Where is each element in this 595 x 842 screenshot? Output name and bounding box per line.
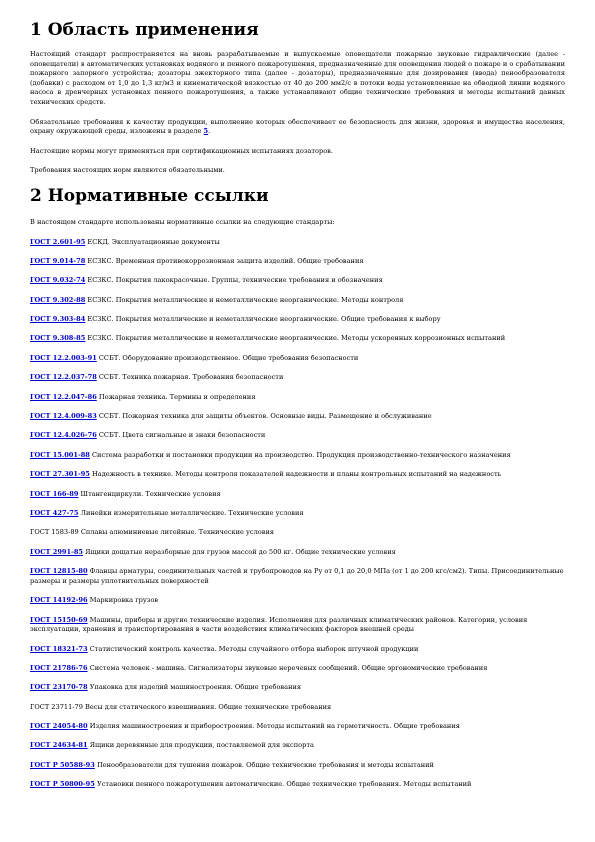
standard-link[interactable]: ГОСТ 2.601-95 [30, 237, 86, 246]
standard-link[interactable]: ГОСТ 14192-96 [30, 596, 88, 605]
standard-link[interactable]: ГОСТ 24054-80 [30, 722, 88, 731]
standard-code: ГОСТ 23711-79 [30, 702, 83, 711]
standard-title: Пенообразователи для тушения пожаров. Общие технические требования и методы испытаний [96, 760, 434, 769]
standard-link[interactable]: ГОСТ 24634-81 [30, 741, 88, 750]
standard-link[interactable]: ГОСТ 9.302-88 [30, 295, 86, 304]
standard-link[interactable]: ГОСТ 21786-76 [30, 663, 88, 672]
reference-item [30, 451, 565, 461]
standard-title: Система разработки и постановки продукции на производство. Продукция производственно-технического назначения [92, 450, 511, 459]
standard-title: Ящики дощатые неразборные для грузов массой до 500 кг. Общие технические условия [85, 547, 396, 556]
standard-title: Маркировка грузов [89, 596, 159, 605]
reference-item [30, 296, 565, 306]
section-heading-references: 2 Нормативные ссылки [30, 185, 269, 206]
document-page [30, 20, 565, 800]
standard-link[interactable]: ГОСТ 15.001-88 [30, 450, 90, 459]
reference-item [30, 664, 565, 674]
reference-item [30, 315, 565, 325]
reference-item [30, 741, 565, 751]
standard-link[interactable]: ГОСТ 427-75 [30, 509, 79, 517]
reference-item [30, 780, 565, 790]
reference-item [30, 509, 565, 519]
standard-title: Изделия машиностроения и приборостроения. Методы испытаний на герметичность. Общие требования [89, 722, 460, 731]
standard-title: ССБТ. Цвета сигнальные и знаки безопасности [98, 431, 266, 440]
standard-title: Статистический контроль качества. Методы случайного отбора выборок штучной продукции [89, 644, 419, 653]
standard-title: ССБТ. Пожарная техника для защиты объектов. Основные виды. Размещение и обслуживание [98, 412, 432, 421]
reference-item [30, 431, 565, 441]
standard-link[interactable]: ГОСТ 12.4.009-83 [30, 412, 97, 421]
standard-title: Линейки измерительные металлические. Технические условия [80, 509, 304, 517]
reference-item [30, 412, 565, 422]
standard-title: Упаковка для изделий машиностроения. Общие требования [89, 683, 302, 692]
mandatory-paragraph: Требования настоящих норм являются обязательными. [30, 166, 225, 175]
standard-title: ССБТ. Техника пожарная. Требования безопасности [98, 373, 284, 382]
standard-link[interactable]: ГОСТ 12.2.047-86 [30, 392, 97, 401]
standard-title: ЕСЗКС. Покрытия металлические и неметаллические неорганические. Общие требования к выбору [87, 315, 441, 324]
reference-item [30, 334, 565, 344]
references-intro: В настоящем стандарте использованы нормативные ссылки на следующие стандарты: [30, 217, 335, 226]
reference-item [30, 490, 565, 500]
standard-title: Пожарная техника. Термины и определения [98, 392, 256, 401]
reference-item [30, 470, 565, 480]
standard-link[interactable]: ГОСТ 12.2.003-91 [30, 353, 97, 362]
section-5-link[interactable]: 5 [203, 127, 209, 136]
standard-title: Весы для статического взвешивания. Общие технические требования [85, 702, 332, 711]
standard-title: Надежность в технике. Методы контроля показателей надежности и планы контрольных испытаний на надежность [92, 470, 502, 479]
standard-link[interactable]: ГОСТ 9.014-78 [30, 256, 86, 265]
standard-title: Машины, приборы и другие технические изделия. Исполнения для различных климатических районов. Категории, условия эксплуатации, хранения и транспортирования в части воздействия климатических факторов внешней среды [30, 615, 528, 634]
standard-title: ССБТ. Оборудование производственное. Общие требования безопасности [98, 353, 359, 362]
standard-link[interactable]: ГОСТ 12.2.037-78 [30, 373, 97, 382]
standard-title: Сплавы алюминиевые литейные. Технические условия [80, 528, 275, 537]
safety-requirements-paragraph [30, 118, 565, 137]
reference-item [30, 548, 565, 558]
standard-title: Штангенциркули. Технические условия [80, 489, 221, 498]
standard-title: ЕСЗКС. Временная противокоррозионная защита изделий. Общие требования [87, 256, 364, 265]
standard-link[interactable]: ГОСТ 12.4.026-76 [30, 431, 97, 440]
standard-title: Фланцы арматуры, соединительных частей и трубопроводов на Ру от 0,1 до 20,0 МПа (от 1 до 200 кгс/см2). Типы. Присоединительные размеры и размеры уплотнительных поверхностей [30, 567, 564, 585]
reference-item [30, 596, 565, 606]
reference-item [30, 238, 565, 248]
references-list [30, 238, 565, 790]
reference-item [30, 567, 565, 586]
standard-title: Ящики деревянные для продукции, поставляемой для экспорта [89, 741, 314, 750]
standard-title: Установки пенного пожаротушения автоматические. Общие технические требования. Методы испытаний [96, 780, 472, 789]
standard-link[interactable]: ГОСТ 2991-85 [30, 547, 84, 556]
certification-paragraph: Настоящие нормы могут применяться при сертификационных испытаниях дозаторов. [30, 146, 333, 155]
scope-paragraph: Настоящий стандарт распространяется на вновь разрабатываемые и выпускаемые оповещатели пожарные звуковые гидравлические (далее - оповещатели) в автоматических установках водяного и пенного пожаротушения, предназначенные для оповещения людей о пожаре и о срабатывании пожарного запорного устройства; дозаторы эжекторного типа (далее - дозаторы), предназначенные для дозирования (ввода) пенообразователя (добавки) с расходом от 1,0 до 1,3 кг/м3 и кинематической вязкостью от 40 до 200 мм2/с в потоки воды установленные на обводной линии водяного насоса в дренчерных установках пенного пожаротушения, а также устанавливают общие технические требования и методы испытаний данных технических средств. [30, 50, 565, 106]
standard-title: ЕСКД. Эксплуатационные документы [87, 237, 220, 246]
standard-link[interactable]: ГОСТ 15150-69 [30, 615, 88, 624]
reference-item [30, 528, 565, 538]
standard-code: ГОСТ 1583-89 [30, 528, 79, 537]
reference-item [30, 257, 565, 267]
reference-item [30, 373, 565, 383]
standard-link[interactable]: ГОСТ 27.301-95 [30, 470, 90, 479]
standard-link[interactable]: ГОСТ 23170-78 [30, 683, 88, 692]
standard-title: Система человек - машина. Сигнализаторы звуковые неречевых сообщений. Общие эргономические требования [89, 663, 488, 672]
reference-item [30, 645, 565, 655]
standard-link[interactable]: ГОСТ 18321-73 [30, 644, 88, 653]
standard-link[interactable]: ГОСТ 12815-80 [30, 567, 88, 576]
standard-link[interactable]: ГОСТ 9.308-85 [30, 334, 86, 343]
standard-title: ЕСЗКС. Покрытия металлические и неметаллические неорганические. Методы контроля [87, 295, 404, 304]
standard-link[interactable]: ГОСТ 166-89 [30, 489, 79, 498]
standard-link[interactable]: ГОСТ Р 50588-93 [30, 760, 95, 769]
reference-item [30, 616, 565, 635]
reference-item [30, 276, 565, 286]
standard-link[interactable]: ГОСТ 9.032-74 [30, 276, 86, 285]
safety-text: Обязательные требования к качеству продукции, выполнение которых обеспечивает ее безопасность для жизни, здоровья и имущества населения, охрану окружающей среды, изложены в разделе [30, 117, 565, 136]
standard-title: ЕСЗКС. Покрытия металлические и неметаллические неорганические. Методы ускоренных коррозионных испытаний [87, 334, 506, 343]
reference-item [30, 722, 565, 732]
standard-link[interactable]: ГОСТ Р 50800-95 [30, 780, 95, 789]
standard-link[interactable]: ГОСТ 9.303-84 [30, 315, 86, 324]
safety-text-end: . [208, 127, 211, 136]
reference-item [30, 393, 565, 403]
reference-item [30, 354, 565, 364]
reference-item [30, 683, 565, 693]
section-heading-scope: 1 Область применения [30, 20, 259, 40]
standard-title: ЕСЗКС. Покрытия лакокрасочные. Группы, технические требования и обозначения [87, 276, 383, 285]
reference-item [30, 703, 565, 713]
reference-item [30, 761, 565, 771]
